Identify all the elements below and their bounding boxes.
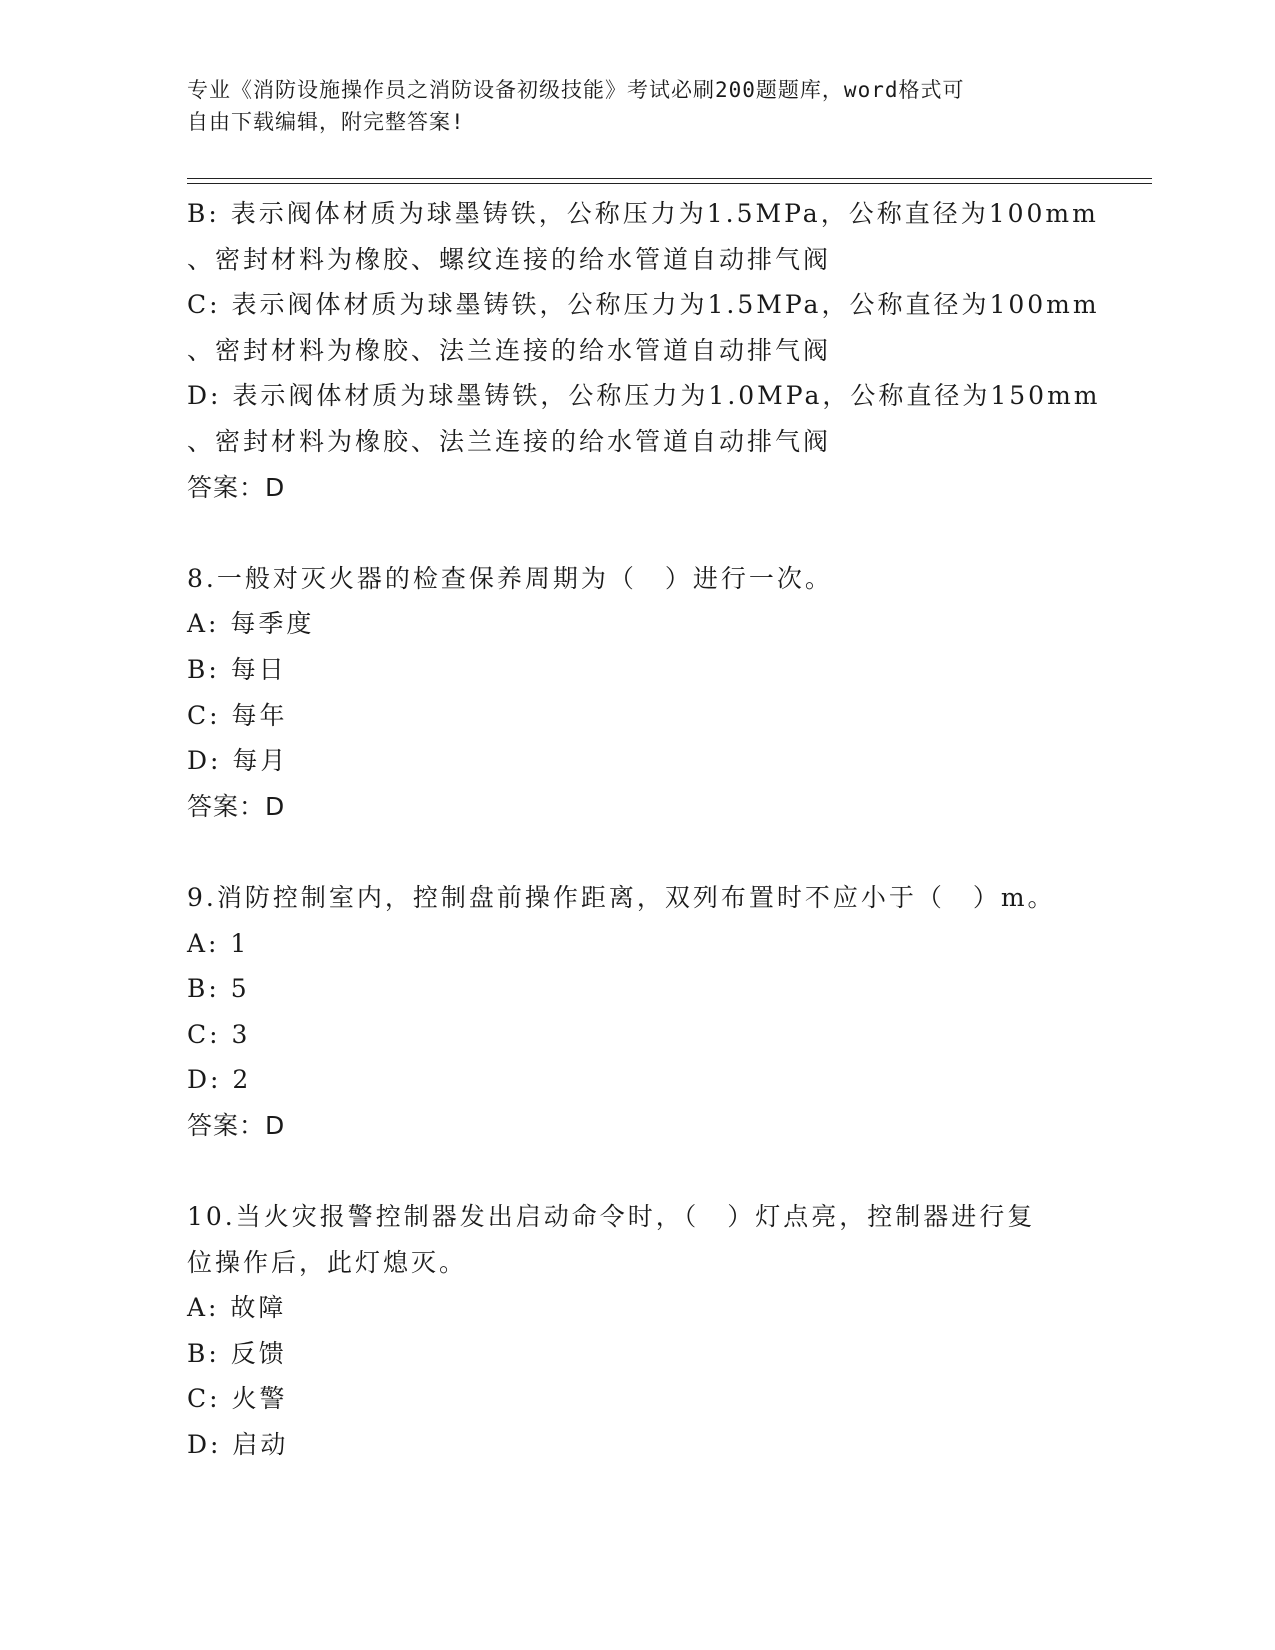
- option-c: C: 3: [187, 1019, 251, 1049]
- question-8: [187, 556, 1147, 830]
- option-b-line-2: 、密封材料为橡胶、螺纹连接的给水管道自动排气阀: [187, 244, 832, 274]
- answer: 答案：D: [187, 1110, 286, 1140]
- option-d: D: 启动: [187, 1430, 289, 1460]
- header-divider-top: [187, 178, 1152, 179]
- question-stem: 9.消防控制室内，控制盘前操作距离，双列布置时不应小于（ ）m。: [187, 882, 1056, 912]
- question-7-continued: [187, 191, 1147, 510]
- question-stem-line-1: 10.当火灾报警控制器发出启动命令时，（ ）灯点亮，控制器进行复: [187, 1202, 1036, 1232]
- spacer: [187, 829, 1147, 875]
- answer: 答案：D: [187, 791, 286, 821]
- header-line-1: 专业《消防设施操作员之消防设备初级技能》考试必刷200题题库，word格式可: [187, 78, 965, 102]
- header-line-2: 自由下载编辑，附完整答案!: [187, 110, 465, 134]
- option-d: D: 每月: [187, 746, 289, 776]
- question-stem-line-2: 位操作后，此灯熄灭。: [187, 1247, 468, 1277]
- option-c-line-2: 、密封材料为橡胶、法兰连接的给水管道自动排气阀: [187, 335, 832, 365]
- option-b: B: 每日: [187, 654, 287, 684]
- header-divider-bottom: [187, 183, 1152, 184]
- answer: 答案：D: [187, 472, 286, 502]
- option-c: C: 每年: [187, 700, 288, 730]
- option-b-line-1: B: 表示阀体材质为球墨铸铁，公称压力为1.5MPa，公称直径为100mm: [187, 199, 1099, 228]
- option-b: B: 5: [187, 974, 250, 1004]
- spacer: [187, 510, 1147, 556]
- option-a: A: 1: [187, 928, 250, 958]
- option-c: C: 火警: [187, 1384, 288, 1414]
- question-10: [187, 1194, 1147, 1468]
- option-a: A: 故障: [187, 1293, 287, 1323]
- option-a: A: 每季度: [187, 609, 315, 639]
- question-9: [187, 875, 1147, 1149]
- document-header: [187, 74, 1087, 138]
- question-list: [187, 191, 1147, 1468]
- option-b: B: 反馈: [187, 1338, 287, 1368]
- question-stem: 8.一般对灭火器的检查保养周期为（ ）进行一次。: [187, 563, 833, 593]
- option-d: D: 2: [187, 1065, 252, 1095]
- option-d-line-2: 、密封材料为橡胶、法兰连接的给水管道自动排气阀: [187, 426, 832, 456]
- option-d-line-1: D: 表示阀体材质为球墨铸铁，公称压力为1.0MPa，公称直径为150mm: [187, 381, 1101, 411]
- option-c-line-1: C: 表示阀体材质为球墨铸铁，公称压力为1.5MPa，公称直径为100mm: [187, 290, 1100, 320]
- spacer: [187, 1148, 1147, 1194]
